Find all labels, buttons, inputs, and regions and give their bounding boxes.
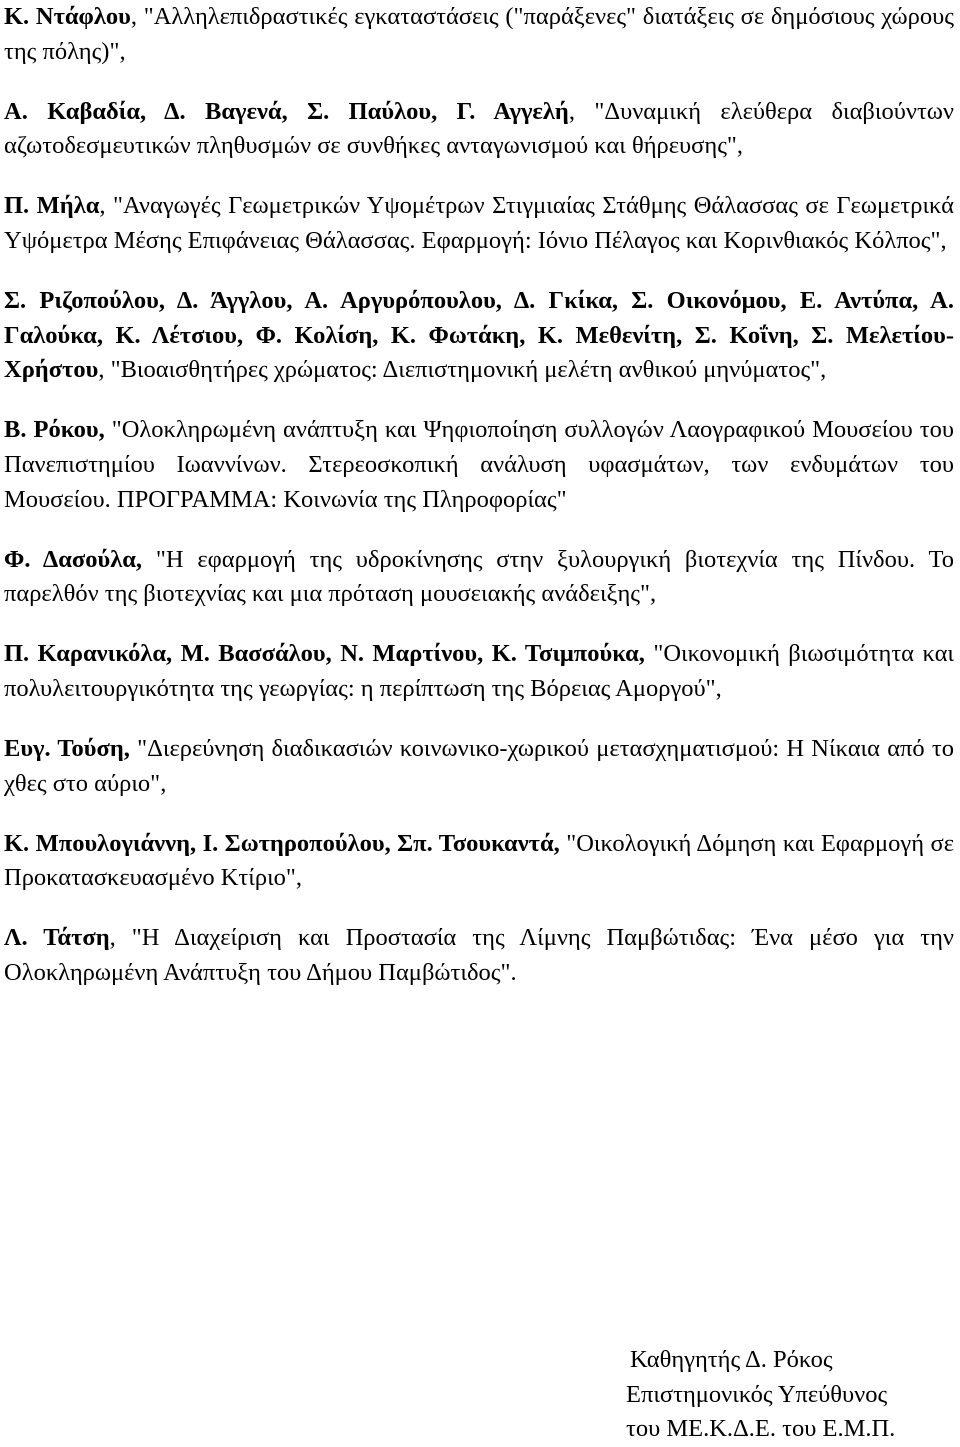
entry-8 — [4, 732, 954, 801]
signature-affiliation: του ΜΕ.Κ.Δ.Ε. του Ε.Μ.Π. — [626, 1415, 896, 1443]
entry-6 — [4, 543, 954, 612]
entry-title: , "Αναγωγές Γεωμετρικών Υψομέτρων Στιγμιαίας Στάθμης Θάλασσας σε Γεωμετρικά Υψόμετρα Μέσης Επιφάνειας Θάλασσας. Εφαρμογή: Ιόνιο Πέλαγος και Κορινθιακός Κόλπος", — [4, 192, 954, 254]
signature-name: Καθηγητής Δ. Ρόκος — [630, 1346, 833, 1373]
entry-title: "Η εφαρμογή της υδροκίνησης στην ξυλουργική βιοτεχνία της Πίνδου. Το παρελθόν της βιοτεχνίας και μια πρόταση μουσειακής ανάδειξης", — [4, 545, 954, 608]
entry-9 — [4, 827, 954, 896]
entry-5 — [4, 413, 954, 517]
entry-authors: Β. Ρόκου, — [4, 416, 105, 444]
entry-2 — [4, 95, 954, 164]
entry-title: , "Δυναμική ελεύθερα διαβιούντων αζωτοδεσμευτικών πληθυσμών σε συνθήκες ανταγωνισμού και θήρευσης", — [4, 97, 954, 160]
signature-role: Επιστημονικός Υπεύθυνος — [626, 1380, 888, 1408]
entry-title: "Διερεύνηση διαδικασιών κοινωνικο-χωρικού μετασχηματισμού: Η Νίκαια από το χθες στο αύριο", — [4, 735, 954, 797]
entry-7 — [4, 637, 954, 706]
entry-authors: Π. Μήλα — [4, 192, 100, 220]
entry-authors: Σ. Ριζοπούλου, Δ. Άγγλου, Α. Αργυρόπουλου, Δ. Γκίκα, Σ. Οικονόμου, Ε. Αντύπα, Α. Γαλούκα, Κ. Λέτσιου, Φ. Κολίση, Κ. Φωτάκη, Κ. Μεθενίτη, Σ. Κοΐνη, Σ. Μελετίου-Χρήστου — [4, 287, 954, 384]
entry-title: "Ολοκληρωμένη ανάπτυξη και Ψηφιοποίηση συλλογών Λαογραφικού Μουσείου του Πανεπιστημίου Ιωαννίνων. Στερεοσκοπική ανάλυση υφασμάτων, των ενδυμάτων του Μουσείου. ΠΡΟΓΡΑΜΜΑ: Κοινωνία της Πληροφορίας" — [4, 416, 955, 513]
entry-authors: Κ. Ντάφλου — [4, 3, 131, 30]
entries-list — [4, 0, 954, 991]
entry-1 — [4, 0, 954, 69]
signature-block — [626, 1343, 895, 1447]
entry-title: "Οικολογική Δόμηση και Εφαρμογή σε Προκατασκευασμένο Κτίριο", — [4, 829, 954, 892]
entry-10 — [4, 921, 954, 990]
entry-authors: Α. Καβαδία, Δ. Βαγενά, Σ. Παύλου, Γ. Αγγελή — [4, 97, 569, 125]
entry-title: , "Αλληλεπιδραστικές εγκαταστάσεις ("παράξενες" διατάξεις σε δημόσιους χώρους της πόλης)", — [4, 3, 954, 65]
entry-authors: Ευγ. Τούση, — [4, 735, 130, 762]
entry-authors: Π. Καρανικόλα, Μ. Βασσάλου, Ν. Μαρτίνου, Κ. Τσιμπούκα, — [4, 640, 645, 668]
entry-title: , "Βιοαισθητήρες χρώματος: Διεπιστημονική μελέτη ανθικού μηνύματος", — [98, 356, 827, 384]
entry-4 — [4, 284, 954, 388]
entry-authors: Κ. Μπουλογιάννη, Ι. Σωτηροπούλου, Σπ. Τσουκαντά, — [4, 829, 560, 857]
entry-title: , "Η Διαχείριση και Προστασία της Λίμνης Παμβώτιδας: Ένα μέσο για την Ολοκληρωμένη Ανάπτυξη του Δήμου Παμβώτιδος". — [4, 924, 954, 986]
entry-3 — [4, 189, 954, 258]
entry-title: "Οικονομική βιωσιμότητα και πολυλειτουργικότητα της γεωργίας: η περίπτωση της Βόρειας Αμοργού", — [4, 640, 954, 702]
entry-authors: Φ. Δασούλα, — [4, 545, 143, 573]
entry-authors: Λ. Τάτση — [4, 924, 110, 952]
